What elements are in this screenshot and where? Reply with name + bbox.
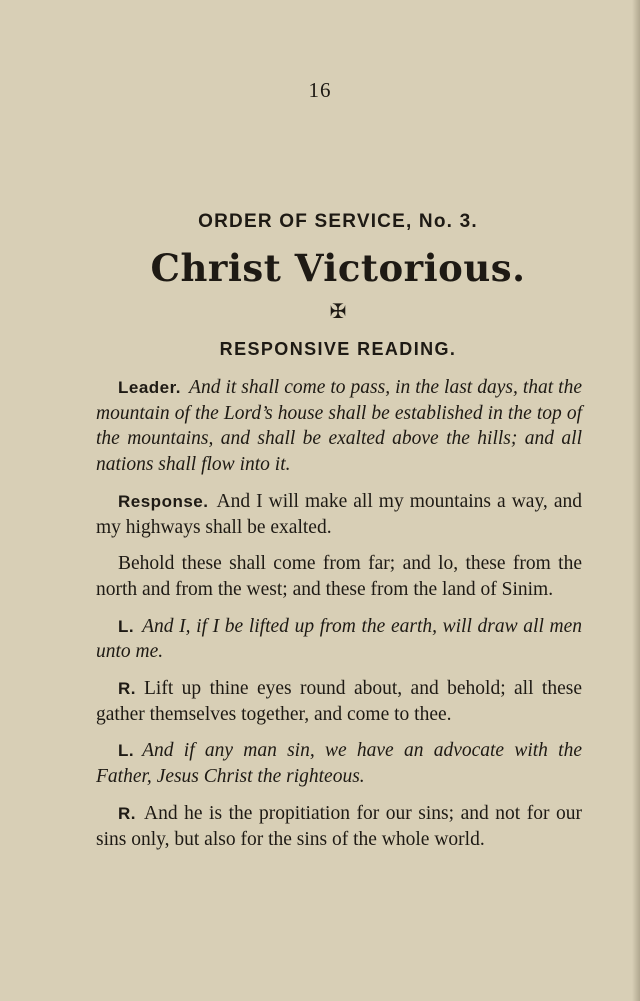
page-number: 16 bbox=[308, 78, 332, 102]
reading-paragraph bbox=[96, 489, 582, 540]
speaker-label: R. bbox=[118, 803, 136, 823]
reading-paragraph bbox=[96, 551, 582, 602]
speaker-label: L. bbox=[118, 741, 135, 761]
responsive-reading bbox=[96, 375, 582, 863]
reading-text: And he is the propitiation for our sins; and not for our sins only, but also for the sins of the whole world. bbox=[96, 802, 582, 850]
speaker-label: L. bbox=[118, 616, 135, 636]
reading-text: Behold these shall come from far; and lo, these from the north and from the west; and these from the land of Sinim. bbox=[96, 553, 582, 600]
reading-paragraph bbox=[96, 738, 582, 789]
speaker-label: Leader. bbox=[118, 378, 182, 397]
reading-text: And if any man sin, we have an advocate with the Father, Jesus Christ the righteous. bbox=[96, 740, 582, 788]
speaker-label: Response. bbox=[118, 491, 209, 511]
service-heading: ORDER OF SERVICE, No. 3. bbox=[198, 211, 478, 232]
speaker-label: R. bbox=[118, 679, 136, 699]
reading-text: And I will make all my mountains a way, and my highways shall be exalted. bbox=[96, 490, 582, 538]
reading-paragraph bbox=[96, 676, 582, 727]
reading-text: And I, if I be lifted up from the earth, will draw all men unto me. bbox=[96, 615, 582, 663]
service-title: Christ Victorious. bbox=[150, 246, 526, 290]
reading-paragraph bbox=[96, 614, 582, 665]
section-heading: RESPONSIVE READING. bbox=[219, 339, 457, 359]
cross-ornament-icon: ✠ bbox=[329, 301, 347, 323]
reading-text: Lift up thine eyes round about, and behold; all these gather themselves together, and come to thee. bbox=[96, 678, 582, 725]
page-edge-shadow bbox=[632, 0, 640, 1001]
reading-text: And it shall come to pass, in the last days, that the mountain of the Lord’s house shall be established in the top of the mountains, and shall be exalted above the hills; and all nations shall flow into it. bbox=[96, 377, 582, 476]
reading-paragraph bbox=[96, 801, 582, 852]
reading-paragraph bbox=[96, 375, 582, 478]
